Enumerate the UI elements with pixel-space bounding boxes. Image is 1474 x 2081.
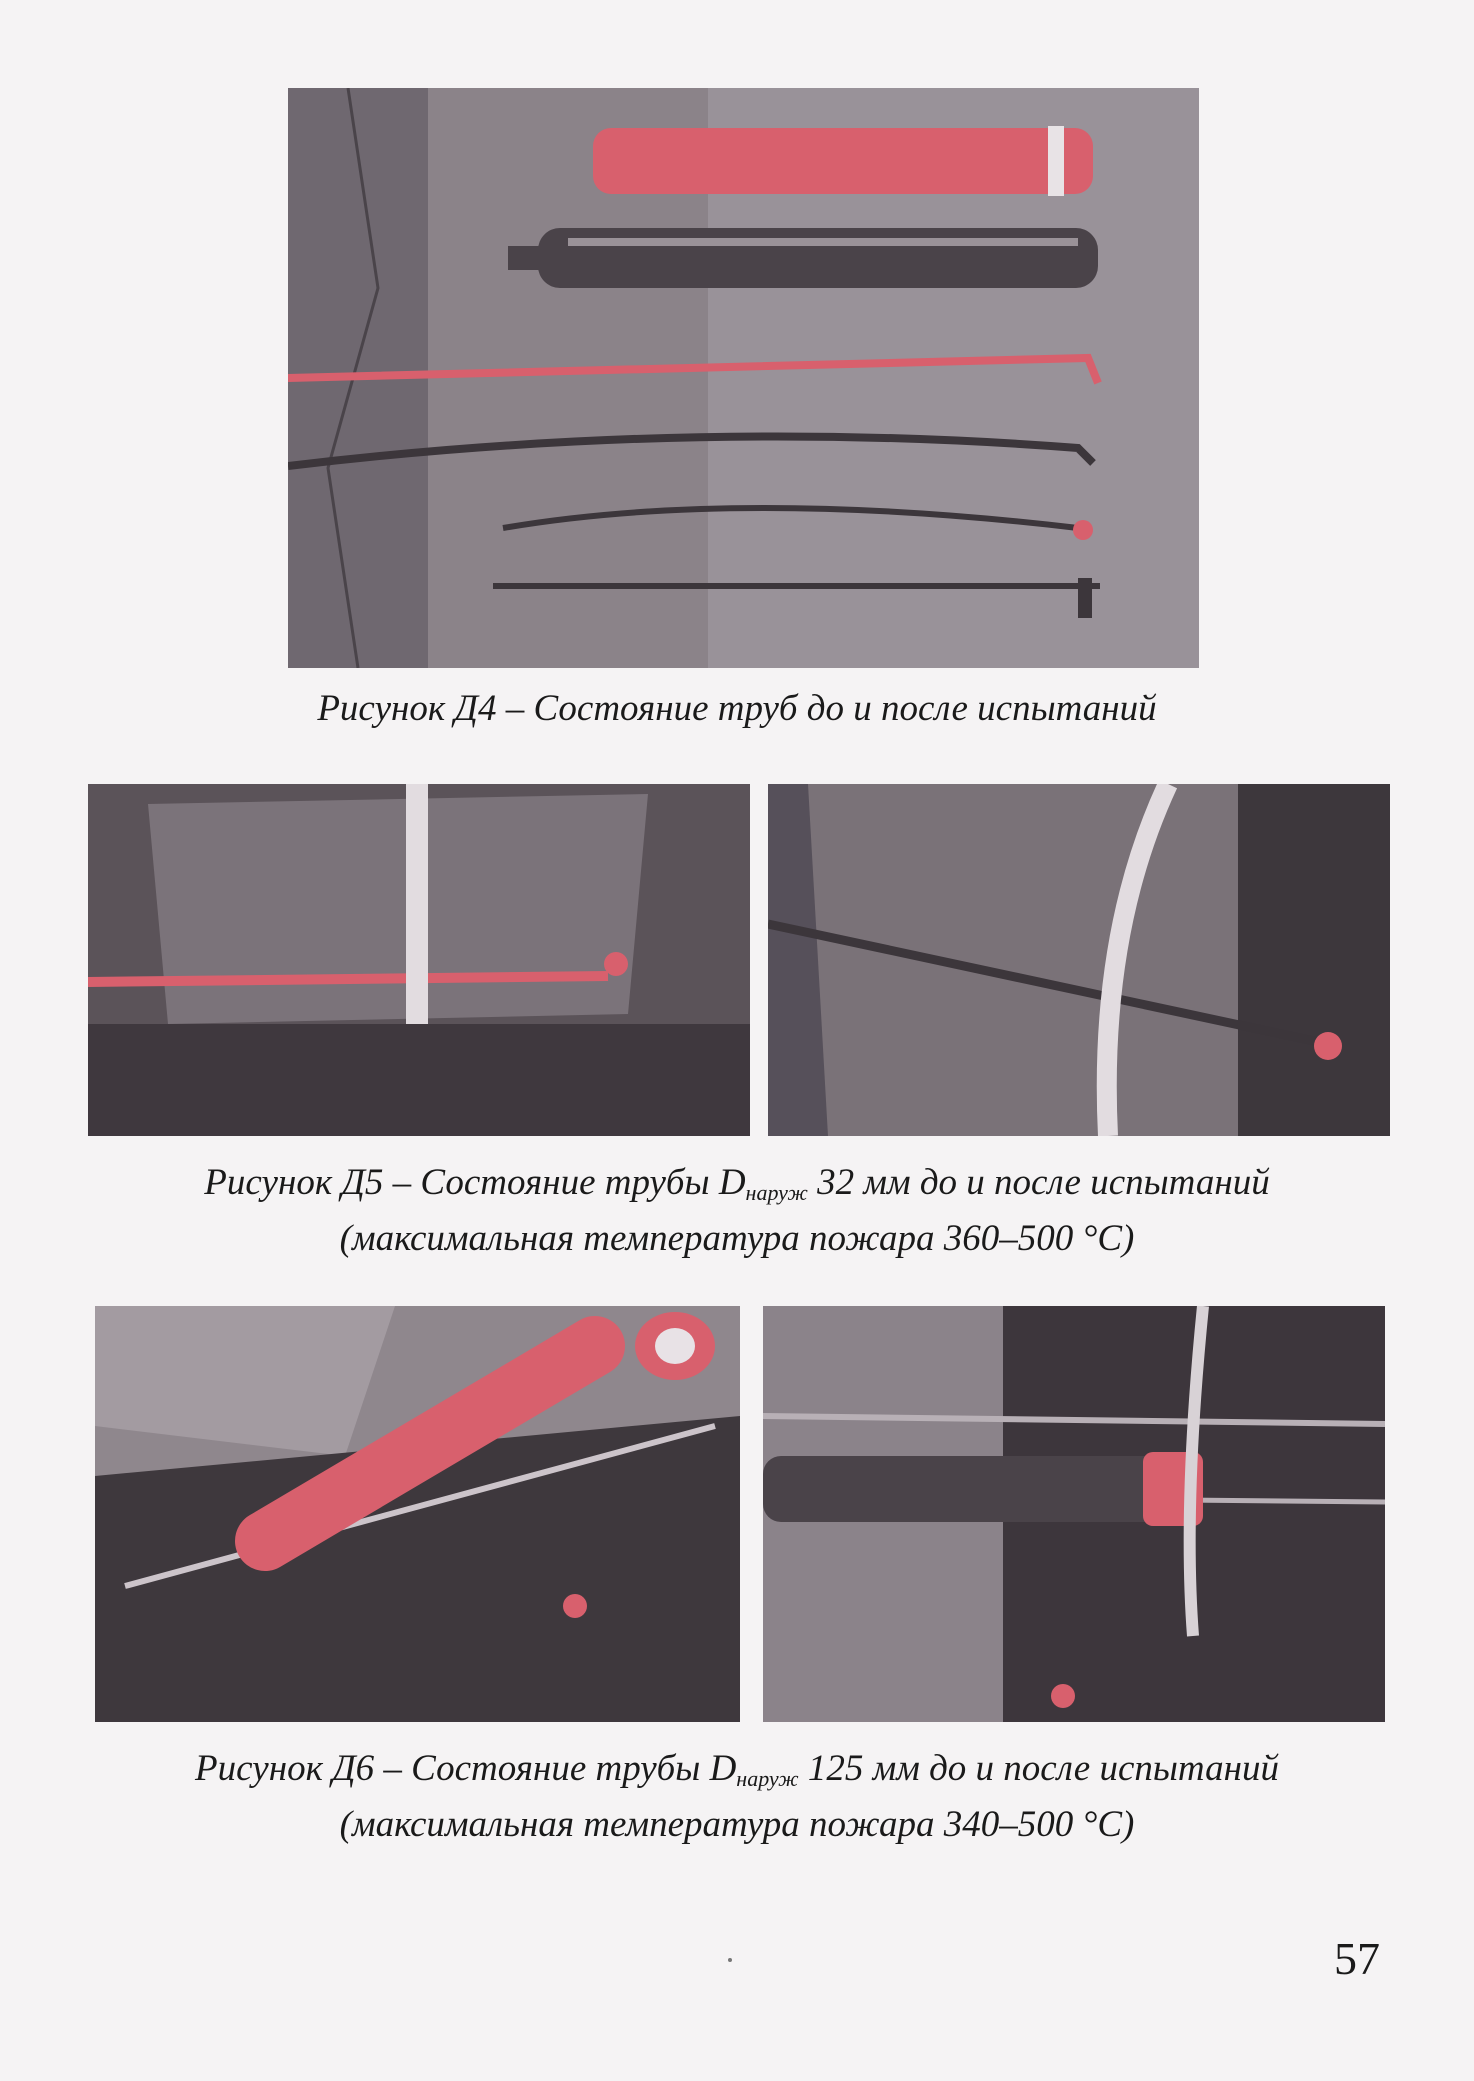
page-number: 57 [1334,1933,1380,1984]
photo-d5-before-image [88,784,750,1136]
photo-d6-after-image [763,1306,1385,1722]
photo-d6-after [763,1306,1385,1722]
caption-d5-line2: (максимальная температура пожара 360–500 °С) [339,1218,1135,1259]
caption-d5-line1: Рисунок Д5 – Состояние трубы $D_{наруж}$ 32 мм до и после испытаний [204,1162,1270,1205]
pipe-dark-d6 [763,1456,1203,1522]
photo-d6-before [95,1306,740,1722]
caption-d4: Рисунок Д4 – Состояние труб до и после испытаний [317,688,1157,729]
stray-dot [728,1958,732,1962]
caption-d6 [0,1746,1474,1848]
photo-d4-image [288,88,1199,668]
pipe-dark-large [538,228,1098,288]
photo-d4-pipes [288,88,1199,668]
photo-d6-before-image [95,1306,740,1722]
photo-d5-before [88,784,750,1136]
caption-d6-line1: Рисунок Д6 – Состояние трубы $D_{наруж}$ 125 мм до и после испытаний [195,1748,1279,1791]
photo-d5-after-image [768,784,1390,1136]
pipe-red-d5 [88,976,608,982]
caption-d6-line2: (максимальная температура пожара 340–500 °С) [339,1804,1135,1845]
photo-d5-after [768,784,1390,1136]
pipe-red-large [593,128,1093,194]
caption-d5 [0,1160,1474,1262]
